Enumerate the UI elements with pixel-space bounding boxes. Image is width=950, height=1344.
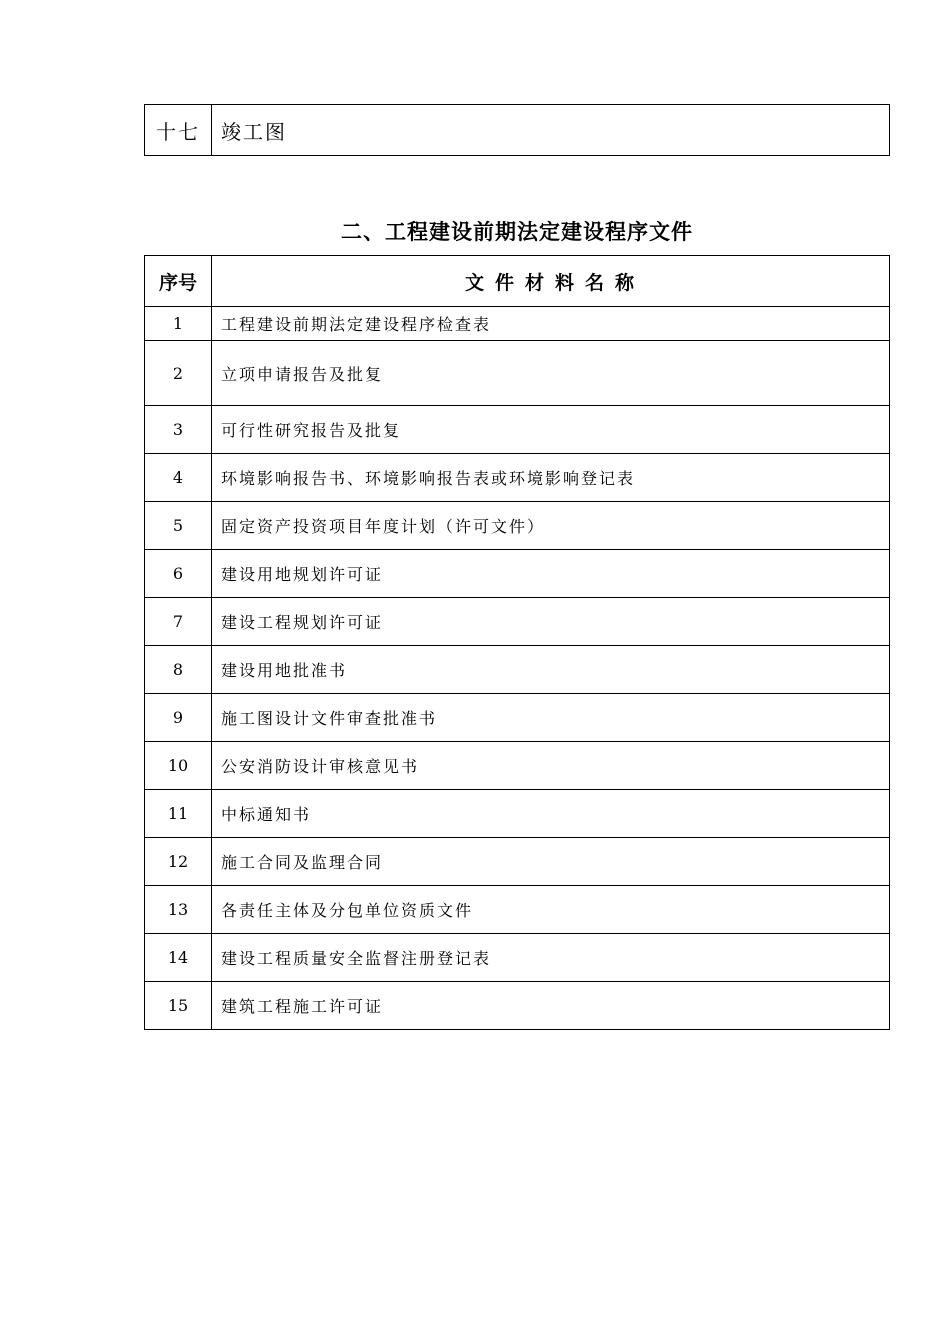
- row-number: 7: [145, 598, 212, 646]
- table-row: [145, 838, 890, 886]
- table-row: [145, 694, 890, 742]
- section-title: 二、工程建设前期法定建设程序文件: [341, 220, 693, 244]
- row-number: 十七: [145, 105, 212, 156]
- table-row: [145, 886, 890, 934]
- row-name: 建设用地批准书: [212, 646, 890, 694]
- row-name: 各责任主体及分包单位资质文件: [212, 886, 890, 934]
- table-row: [145, 982, 890, 1030]
- row-number: 9: [145, 694, 212, 742]
- table-row: [145, 790, 890, 838]
- table-row: [145, 105, 890, 156]
- table-row: [145, 550, 890, 598]
- table-row: [145, 406, 890, 454]
- row-number: 8: [145, 646, 212, 694]
- table-row: [145, 341, 890, 406]
- row-name: 建设工程质量安全监督注册登记表: [212, 934, 890, 982]
- header-name: 文件材料名称: [212, 256, 890, 307]
- table-row: [145, 742, 890, 790]
- row-number: 14: [145, 934, 212, 982]
- row-name: 环境影响报告书、环境影响报告表或环境影响登记表: [212, 454, 890, 502]
- row-name: 公安消防设计审核意见书: [212, 742, 890, 790]
- row-name: 固定资产投资项目年度计划（许可文件）: [212, 502, 890, 550]
- table-row: [145, 307, 890, 341]
- row-number: 5: [145, 502, 212, 550]
- row-name: 施工图设计文件审查批准书: [212, 694, 890, 742]
- row-name: 竣工图: [212, 105, 890, 156]
- row-number: 3: [145, 406, 212, 454]
- table-row: [145, 502, 890, 550]
- row-number: 1: [145, 307, 212, 341]
- row-number: 10: [145, 742, 212, 790]
- row-name: 立项申请报告及批复: [212, 341, 890, 406]
- row-number: 2: [145, 341, 212, 406]
- table-row: [145, 646, 890, 694]
- table-header-row: [145, 256, 890, 307]
- header-number: 序号: [145, 256, 212, 307]
- row-number: 4: [145, 454, 212, 502]
- table-row: [145, 454, 890, 502]
- row-name: 施工合同及监理合同: [212, 838, 890, 886]
- row-name: 工程建设前期法定建设程序检查表: [212, 307, 890, 341]
- table-row: [145, 598, 890, 646]
- row-number: 12: [145, 838, 212, 886]
- row-number: 15: [145, 982, 212, 1030]
- row-name: 中标通知书: [212, 790, 890, 838]
- row-number: 13: [145, 886, 212, 934]
- table-row: [145, 934, 890, 982]
- row-name: 可行性研究报告及批复: [212, 406, 890, 454]
- top-table: [144, 104, 890, 156]
- row-name: 建筑工程施工许可证: [212, 982, 890, 1030]
- document-list-table: [144, 255, 890, 1030]
- row-name: 建设用地规划许可证: [212, 550, 890, 598]
- row-number: 11: [145, 790, 212, 838]
- row-name: 建设工程规划许可证: [212, 598, 890, 646]
- row-number: 6: [145, 550, 212, 598]
